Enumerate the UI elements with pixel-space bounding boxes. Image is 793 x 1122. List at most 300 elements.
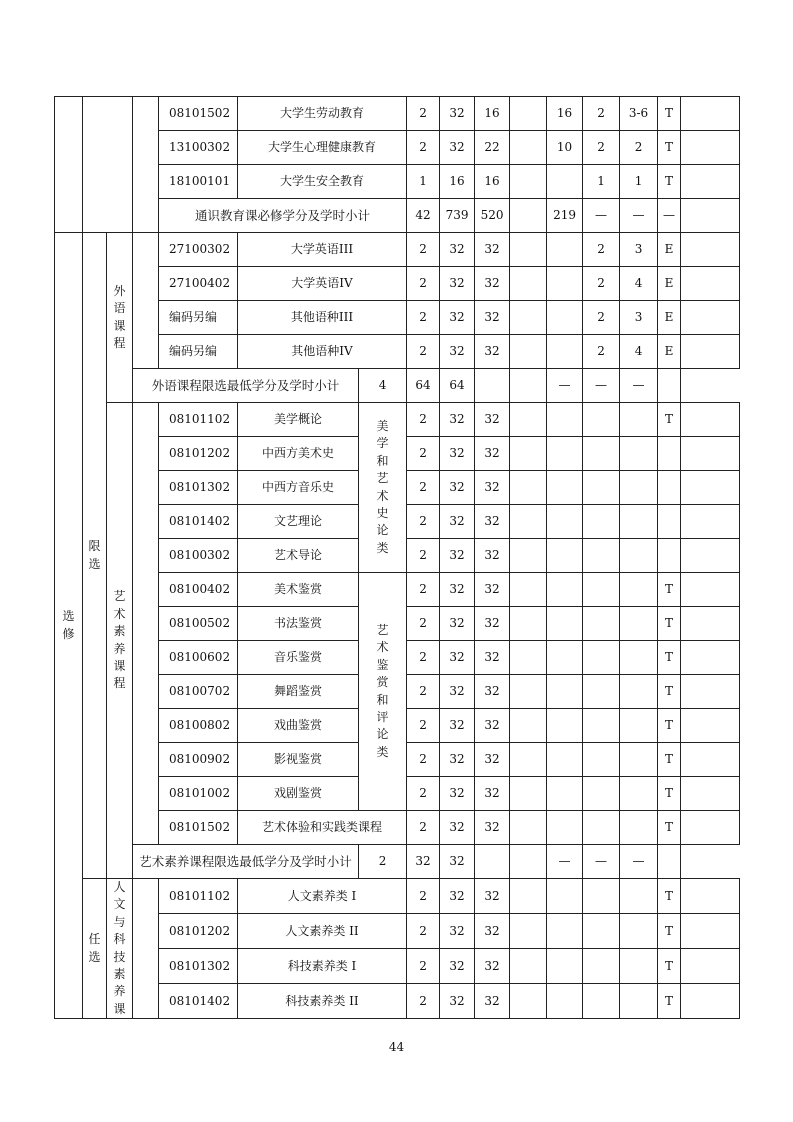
subtotal-lecture-cell: 64 bbox=[440, 369, 475, 403]
credit-cell: 2 bbox=[407, 984, 440, 1019]
course-code-cell: 08101502 bbox=[159, 811, 238, 845]
practice-hours-cell bbox=[510, 505, 547, 539]
note-cell bbox=[681, 709, 740, 743]
exam-type-cell: T bbox=[658, 984, 681, 1019]
lecture-hours-cell: 32 bbox=[475, 267, 510, 301]
extra-hours-cell bbox=[547, 879, 583, 914]
course-name-cell: 中西方美术史 bbox=[238, 437, 359, 471]
exam-type-cell: T bbox=[658, 949, 681, 984]
practice-hours-cell bbox=[510, 607, 547, 641]
total-hours-cell: 32 bbox=[440, 777, 475, 811]
total-hours-cell: 32 bbox=[440, 879, 475, 914]
total-hours-cell: 32 bbox=[440, 97, 475, 131]
subtotal-d3-cell: — bbox=[620, 845, 658, 879]
extra-hours-cell: 10 bbox=[547, 131, 583, 165]
optional-label-text: 任 选 bbox=[88, 932, 101, 964]
section-blank-cell bbox=[83, 97, 133, 233]
term-cell bbox=[620, 437, 658, 471]
credit-cell: 2 bbox=[407, 949, 440, 984]
table-row bbox=[55, 403, 740, 437]
practice-hours-cell bbox=[510, 335, 547, 369]
weekly-hours-cell: 1 bbox=[583, 165, 620, 199]
course-code-cell: 08101302 bbox=[159, 471, 238, 505]
weekly-hours-cell bbox=[583, 879, 620, 914]
subtotal-label-cell: 艺术素养课程限选最低学分及学时小计 bbox=[133, 845, 359, 879]
practice-hours-cell bbox=[510, 233, 547, 267]
course-name-cell: 影视鉴赏 bbox=[238, 743, 359, 777]
course-code-cell: 08100502 bbox=[159, 607, 238, 641]
credit-cell: 2 bbox=[407, 403, 440, 437]
art-literacy-label-text: 艺 术 素 养 课 程 bbox=[113, 589, 126, 691]
term-cell bbox=[620, 811, 658, 845]
note-cell bbox=[681, 879, 740, 914]
practice-hours-cell bbox=[510, 949, 547, 984]
exam-type-cell: T bbox=[658, 743, 681, 777]
course-code-cell: 08101402 bbox=[159, 505, 238, 539]
total-hours-cell: 32 bbox=[440, 539, 475, 573]
credit-cell: 2 bbox=[407, 914, 440, 949]
note-cell bbox=[681, 641, 740, 675]
subtotal-label-cell: 通识教育课必修学分及学时小计 bbox=[159, 199, 407, 233]
extra-hours-cell bbox=[547, 301, 583, 335]
subtotal-d2-cell: — bbox=[620, 199, 658, 233]
lecture-hours-cell: 32 bbox=[475, 607, 510, 641]
subtotal-d2-cell: — bbox=[583, 845, 620, 879]
section-blank-cell bbox=[133, 97, 159, 233]
weekly-hours-cell bbox=[583, 471, 620, 505]
practice-hours-cell bbox=[510, 675, 547, 709]
exam-type-cell: E bbox=[658, 233, 681, 267]
exam-type-cell bbox=[658, 539, 681, 573]
note-cell bbox=[681, 97, 740, 131]
exam-type-cell: T bbox=[658, 573, 681, 607]
term-cell bbox=[620, 777, 658, 811]
extra-hours-cell bbox=[547, 914, 583, 949]
subtotal-row bbox=[55, 845, 740, 879]
practice-hours-cell bbox=[510, 165, 547, 199]
total-hours-cell: 32 bbox=[440, 675, 475, 709]
foreign-language-label-text: 外 语 课 程 bbox=[113, 283, 126, 350]
course-name-cell: 人文素养类 I bbox=[238, 879, 407, 914]
term-cell: 1 bbox=[620, 165, 658, 199]
subtotal-d3-cell: — bbox=[620, 369, 658, 403]
term-cell bbox=[620, 607, 658, 641]
extra-hours-cell bbox=[547, 335, 583, 369]
exam-type-cell: E bbox=[658, 335, 681, 369]
weekly-hours-cell bbox=[583, 607, 620, 641]
course-code-cell: 27100302 bbox=[159, 233, 238, 267]
humanities-label bbox=[107, 879, 133, 1019]
course-name-cell: 中西方音乐史 bbox=[238, 471, 359, 505]
practice-hours-cell bbox=[510, 811, 547, 845]
term-cell bbox=[620, 505, 658, 539]
total-hours-cell: 32 bbox=[440, 743, 475, 777]
total-hours-cell: 32 bbox=[440, 505, 475, 539]
note-cell bbox=[681, 403, 740, 437]
practice-hours-cell bbox=[510, 914, 547, 949]
credit-cell: 2 bbox=[407, 573, 440, 607]
note-cell bbox=[681, 607, 740, 641]
exam-type-cell: T bbox=[658, 131, 681, 165]
term-cell: 3 bbox=[620, 233, 658, 267]
exam-type-cell: T bbox=[658, 675, 681, 709]
practice-hours-cell bbox=[510, 641, 547, 675]
practice-hours-cell bbox=[510, 573, 547, 607]
note-cell bbox=[681, 743, 740, 777]
note-cell bbox=[681, 165, 740, 199]
term-cell bbox=[620, 949, 658, 984]
term-cell bbox=[620, 403, 658, 437]
exam-type-cell bbox=[658, 505, 681, 539]
weekly-hours-cell bbox=[583, 777, 620, 811]
note-cell bbox=[681, 471, 740, 505]
credit-cell: 2 bbox=[407, 709, 440, 743]
subtotal-hours-cell: 32 bbox=[407, 845, 440, 879]
term-cell: 4 bbox=[620, 267, 658, 301]
exam-type-cell: T bbox=[658, 914, 681, 949]
course-name-cell: 戏剧鉴赏 bbox=[238, 777, 359, 811]
course-name-cell: 美术鉴赏 bbox=[238, 573, 359, 607]
term-cell bbox=[620, 709, 658, 743]
lecture-hours-cell: 32 bbox=[475, 403, 510, 437]
practice-hours-cell bbox=[510, 471, 547, 505]
weekly-hours-cell bbox=[583, 539, 620, 573]
weekly-hours-cell bbox=[583, 743, 620, 777]
credit-cell: 2 bbox=[407, 471, 440, 505]
practice-hours-cell bbox=[510, 709, 547, 743]
note-cell bbox=[681, 437, 740, 471]
term-cell bbox=[620, 641, 658, 675]
subtotal-practice-cell bbox=[510, 199, 547, 233]
credit-cell: 2 bbox=[407, 641, 440, 675]
credit-cell: 2 bbox=[407, 233, 440, 267]
course-code-cell: 编码另编 bbox=[159, 335, 238, 369]
lecture-hours-cell: 32 bbox=[475, 301, 510, 335]
course-name-cell: 其他语种IV bbox=[238, 335, 407, 369]
course-code-cell: 08101302 bbox=[159, 949, 238, 984]
course-name-cell: 大学生劳动教育 bbox=[238, 97, 407, 131]
total-hours-cell: 32 bbox=[440, 949, 475, 984]
course-code-cell: 08100602 bbox=[159, 641, 238, 675]
extra-hours-cell bbox=[547, 607, 583, 641]
subtotal-note-cell bbox=[681, 199, 740, 233]
course-name-cell: 戏曲鉴赏 bbox=[238, 709, 359, 743]
lecture-hours-cell: 32 bbox=[475, 743, 510, 777]
note-cell bbox=[681, 949, 740, 984]
lecture-hours-cell: 32 bbox=[475, 777, 510, 811]
practice-hours-cell bbox=[510, 743, 547, 777]
subtotal-credit-cell: 2 bbox=[359, 845, 407, 879]
credit-cell: 2 bbox=[407, 437, 440, 471]
course-code-cell: 08100902 bbox=[159, 743, 238, 777]
total-hours-cell: 32 bbox=[440, 131, 475, 165]
table-row bbox=[55, 233, 740, 267]
practice-hours-cell bbox=[510, 267, 547, 301]
extra-hours-cell: 16 bbox=[547, 97, 583, 131]
extra-hours-cell bbox=[547, 743, 583, 777]
extra-hours-cell bbox=[547, 233, 583, 267]
extra-hours-cell bbox=[547, 777, 583, 811]
term-cell bbox=[620, 743, 658, 777]
term-cell bbox=[620, 675, 658, 709]
total-hours-cell: 32 bbox=[440, 437, 475, 471]
course-code-cell: 08100302 bbox=[159, 539, 238, 573]
subtotal-row bbox=[55, 369, 740, 403]
course-name-cell: 书法鉴赏 bbox=[238, 607, 359, 641]
extra-hours-cell bbox=[547, 641, 583, 675]
page-number: 44 bbox=[388, 1040, 405, 1054]
weekly-hours-cell bbox=[583, 949, 620, 984]
exam-type-cell: T bbox=[658, 403, 681, 437]
note-cell bbox=[681, 131, 740, 165]
art-literacy-label bbox=[107, 403, 133, 879]
extra-hours-cell bbox=[547, 949, 583, 984]
course-name-cell: 科技素养类 II bbox=[238, 984, 407, 1019]
optional-label bbox=[83, 879, 107, 1019]
subtotal-practice-cell bbox=[475, 845, 510, 879]
subtotal-d2-cell: — bbox=[583, 369, 620, 403]
extra-hours-cell bbox=[547, 573, 583, 607]
credit-cell: 2 bbox=[407, 335, 440, 369]
subtotal-hours-cell: 739 bbox=[440, 199, 475, 233]
lecture-hours-cell: 32 bbox=[475, 335, 510, 369]
credit-cell: 2 bbox=[407, 505, 440, 539]
extra-hours-cell bbox=[547, 505, 583, 539]
total-hours-cell: 32 bbox=[440, 811, 475, 845]
practice-hours-cell bbox=[510, 403, 547, 437]
note-cell bbox=[681, 335, 740, 369]
subtotal-note-cell bbox=[658, 369, 681, 403]
term-cell: 4 bbox=[620, 335, 658, 369]
weekly-hours-cell bbox=[583, 403, 620, 437]
term-cell bbox=[620, 914, 658, 949]
lecture-hours-cell: 32 bbox=[475, 233, 510, 267]
foreign-language-label bbox=[107, 233, 133, 403]
extra-hours-cell bbox=[547, 709, 583, 743]
total-hours-cell: 32 bbox=[440, 607, 475, 641]
course-code-cell: 08101402 bbox=[159, 984, 238, 1019]
course-code-cell: 08101202 bbox=[159, 437, 238, 471]
subtotal-extra-cell bbox=[510, 369, 547, 403]
course-name-cell: 音乐鉴赏 bbox=[238, 641, 359, 675]
exam-type-cell: T bbox=[658, 811, 681, 845]
exam-type-cell: E bbox=[658, 267, 681, 301]
subtotal-label-cell: 外语课程限选最低学分及学时小计 bbox=[133, 369, 359, 403]
subtotal-d1-cell: — bbox=[583, 199, 620, 233]
lecture-hours-cell: 32 bbox=[475, 539, 510, 573]
lecture-hours-cell: 32 bbox=[475, 437, 510, 471]
note-cell bbox=[681, 505, 740, 539]
credit-cell: 2 bbox=[407, 97, 440, 131]
section-blank-cell bbox=[55, 97, 83, 233]
practice-hours-cell bbox=[510, 97, 547, 131]
lecture-hours-cell: 16 bbox=[475, 165, 510, 199]
credit-cell: 2 bbox=[407, 539, 440, 573]
term-cell bbox=[620, 471, 658, 505]
term-cell bbox=[620, 879, 658, 914]
credit-cell: 2 bbox=[407, 267, 440, 301]
weekly-hours-cell bbox=[583, 984, 620, 1019]
course-code-cell: 18100101 bbox=[159, 165, 238, 199]
practice-hours-cell bbox=[510, 301, 547, 335]
elective-label-text: 选 修 bbox=[62, 609, 75, 641]
weekly-hours-cell bbox=[583, 811, 620, 845]
appreciation-group-label-text: 艺术 鉴赏 和评 论类 bbox=[376, 622, 389, 759]
lecture-hours-cell: 32 bbox=[475, 811, 510, 845]
course-code-cell: 08101502 bbox=[159, 97, 238, 131]
exam-type-cell: T bbox=[658, 709, 681, 743]
exam-type-cell bbox=[658, 471, 681, 505]
practice-hours-cell bbox=[510, 131, 547, 165]
total-hours-cell: 32 bbox=[440, 984, 475, 1019]
credit-cell: 2 bbox=[407, 811, 440, 845]
appreciation-group-label bbox=[359, 573, 407, 811]
term-cell bbox=[620, 984, 658, 1019]
extra-hours-cell bbox=[547, 539, 583, 573]
course-code-cell: 08101102 bbox=[159, 879, 238, 914]
note-cell bbox=[681, 233, 740, 267]
exam-type-cell bbox=[658, 437, 681, 471]
exam-type-cell: E bbox=[658, 301, 681, 335]
exam-type-cell: T bbox=[658, 165, 681, 199]
weekly-hours-cell: 2 bbox=[583, 97, 620, 131]
course-code-cell: 13100302 bbox=[159, 131, 238, 165]
lecture-hours-cell: 32 bbox=[475, 573, 510, 607]
limited-label-text: 限 选 bbox=[88, 539, 101, 571]
credit-cell: 2 bbox=[407, 131, 440, 165]
subtotal-d1-cell: — bbox=[547, 369, 583, 403]
subtotal-credit-cell: 42 bbox=[407, 199, 440, 233]
subtotal-d1-cell: — bbox=[547, 845, 583, 879]
course-code-cell: 08101102 bbox=[159, 403, 238, 437]
humanities-label-text: 人 文 与 科 技 素 养 课 bbox=[113, 880, 126, 1016]
weekly-hours-cell bbox=[583, 675, 620, 709]
total-hours-cell: 32 bbox=[440, 335, 475, 369]
credit-cell: 2 bbox=[407, 777, 440, 811]
exam-type-cell: T bbox=[658, 777, 681, 811]
exam-type-cell: T bbox=[658, 607, 681, 641]
total-hours-cell: 32 bbox=[440, 403, 475, 437]
lecture-hours-cell: 32 bbox=[475, 984, 510, 1019]
credit-cell: 2 bbox=[407, 607, 440, 641]
extra-hours-cell bbox=[547, 811, 583, 845]
weekly-hours-cell bbox=[583, 641, 620, 675]
weekly-hours-cell bbox=[583, 437, 620, 471]
total-hours-cell: 32 bbox=[440, 573, 475, 607]
limited-label bbox=[83, 233, 107, 879]
course-name-cell: 其他语种III bbox=[238, 301, 407, 335]
course-table bbox=[54, 96, 740, 1019]
course-code-cell: 08100402 bbox=[159, 573, 238, 607]
lecture-hours-cell: 32 bbox=[475, 471, 510, 505]
practice-hours-cell bbox=[510, 879, 547, 914]
table-row bbox=[55, 97, 740, 131]
term-cell: 2 bbox=[620, 131, 658, 165]
total-hours-cell: 16 bbox=[440, 165, 475, 199]
note-cell bbox=[681, 675, 740, 709]
term-cell: 3-6 bbox=[620, 97, 658, 131]
weekly-hours-cell: 2 bbox=[583, 131, 620, 165]
total-hours-cell: 32 bbox=[440, 301, 475, 335]
extra-hours-cell bbox=[547, 403, 583, 437]
aesthetics-group-label bbox=[359, 403, 407, 573]
lecture-hours-cell: 32 bbox=[475, 505, 510, 539]
lecture-hours-cell: 22 bbox=[475, 131, 510, 165]
lecture-hours-cell: 16 bbox=[475, 97, 510, 131]
practice-hours-cell bbox=[510, 777, 547, 811]
lecture-hours-cell: 32 bbox=[475, 709, 510, 743]
exam-type-cell: T bbox=[658, 641, 681, 675]
note-cell bbox=[681, 539, 740, 573]
note-cell bbox=[681, 984, 740, 1019]
extra-hours-cell bbox=[547, 165, 583, 199]
lecture-hours-cell: 32 bbox=[475, 675, 510, 709]
course-name-cell: 艺术体验和实践类课程 bbox=[238, 811, 407, 845]
course-name-cell: 艺术导论 bbox=[238, 539, 359, 573]
lecture-hours-cell: 32 bbox=[475, 879, 510, 914]
exam-type-cell: T bbox=[658, 879, 681, 914]
credit-cell: 2 bbox=[407, 301, 440, 335]
weekly-hours-cell bbox=[583, 709, 620, 743]
note-cell bbox=[681, 777, 740, 811]
total-hours-cell: 32 bbox=[440, 641, 475, 675]
credit-cell: 2 bbox=[407, 743, 440, 777]
total-hours-cell: 32 bbox=[440, 233, 475, 267]
credit-cell: 2 bbox=[407, 675, 440, 709]
elective-label bbox=[55, 233, 83, 1019]
spacer-cell bbox=[133, 233, 159, 369]
weekly-hours-cell: 2 bbox=[583, 267, 620, 301]
extra-hours-cell bbox=[547, 471, 583, 505]
term-cell: 3 bbox=[620, 301, 658, 335]
note-cell bbox=[681, 914, 740, 949]
course-code-cell: 27100402 bbox=[159, 267, 238, 301]
exam-type-cell: T bbox=[658, 97, 681, 131]
total-hours-cell: 32 bbox=[440, 471, 475, 505]
note-cell bbox=[681, 267, 740, 301]
subtotal-lecture-cell: 32 bbox=[440, 845, 475, 879]
course-code-cell: 08100702 bbox=[159, 675, 238, 709]
note-cell bbox=[681, 811, 740, 845]
course-name-cell: 科技素养类 I bbox=[238, 949, 407, 984]
subtotal-practice-cell bbox=[475, 369, 510, 403]
practice-hours-cell bbox=[510, 539, 547, 573]
course-name-cell: 大学生安全教育 bbox=[238, 165, 407, 199]
subtotal-hours-cell: 64 bbox=[407, 369, 440, 403]
course-code-cell: 08101202 bbox=[159, 914, 238, 949]
lecture-hours-cell: 32 bbox=[475, 914, 510, 949]
spacer-cell bbox=[133, 879, 159, 1019]
credit-cell: 1 bbox=[407, 165, 440, 199]
term-cell bbox=[620, 573, 658, 607]
aesthetics-group-label-text: 美学 和艺 术史 论类 bbox=[376, 418, 389, 555]
term-cell bbox=[620, 539, 658, 573]
course-name-cell: 大学生心理健康教育 bbox=[238, 131, 407, 165]
weekly-hours-cell bbox=[583, 914, 620, 949]
subtotal-note-cell bbox=[658, 845, 681, 879]
note-cell bbox=[681, 573, 740, 607]
table-row bbox=[55, 879, 740, 914]
weekly-hours-cell: 2 bbox=[583, 233, 620, 267]
spacer-cell bbox=[133, 403, 159, 845]
weekly-hours-cell: 2 bbox=[583, 335, 620, 369]
practice-hours-cell bbox=[510, 437, 547, 471]
course-name-cell: 大学英语III bbox=[238, 233, 407, 267]
weekly-hours-cell: 2 bbox=[583, 301, 620, 335]
total-hours-cell: 32 bbox=[440, 914, 475, 949]
total-hours-cell: 32 bbox=[440, 267, 475, 301]
extra-hours-cell bbox=[547, 984, 583, 1019]
